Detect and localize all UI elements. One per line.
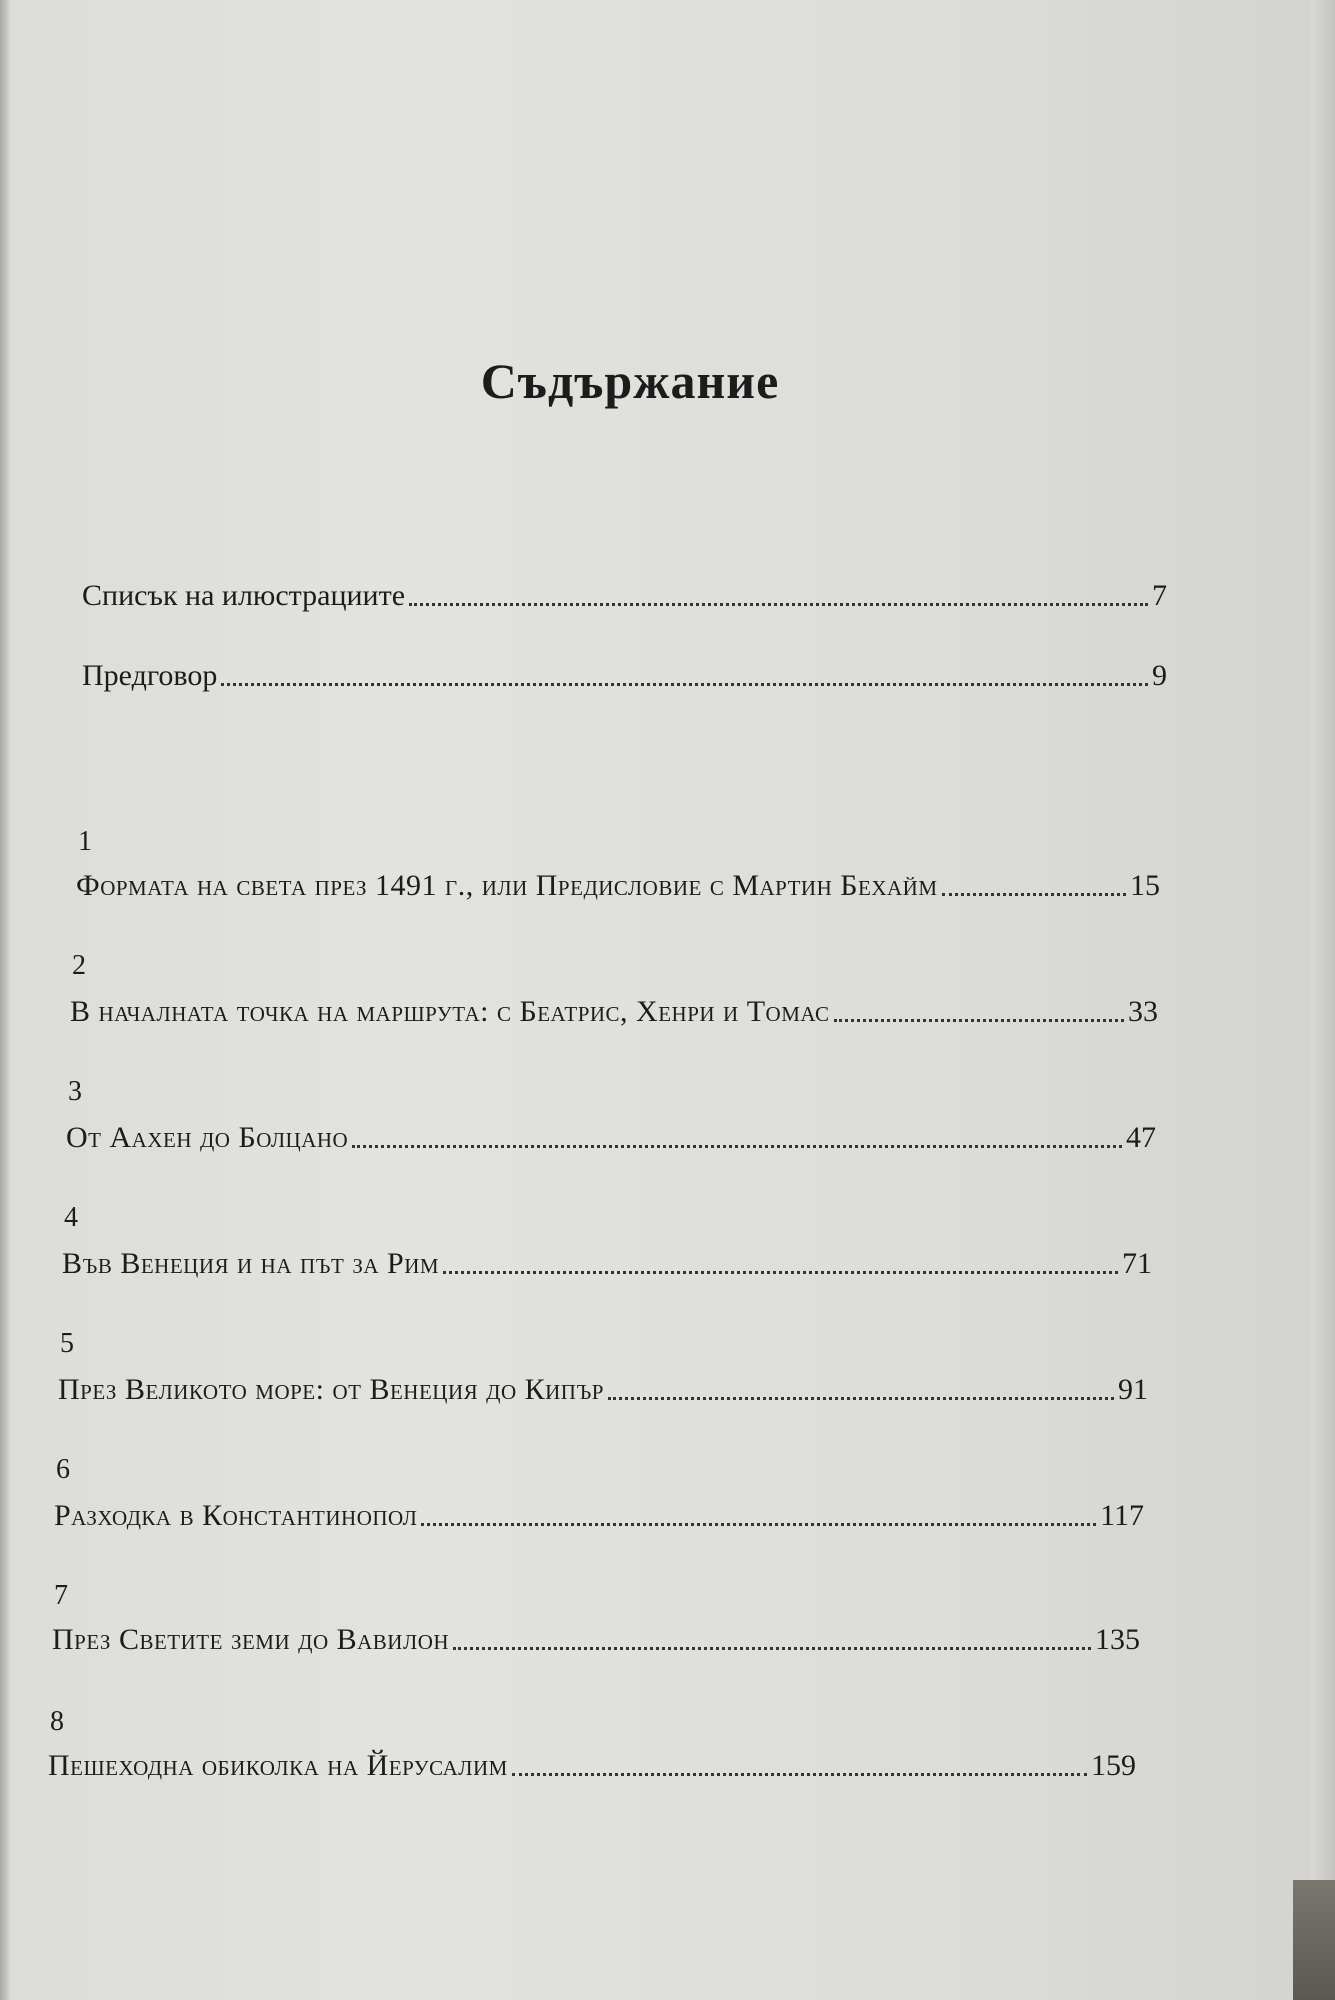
toc-entry-label: От Аахен до Болцано — [66, 1121, 349, 1154]
dot-leader — [453, 1647, 1091, 1650]
toc-entry-page: 71 — [1122, 1247, 1152, 1280]
dot-leader — [512, 1773, 1087, 1776]
chapter-number: 6 — [56, 1454, 70, 1485]
toc-entry-foreword[interactable] — [82, 654, 1167, 698]
toc-entry-chapter-3[interactable] — [66, 1116, 1156, 1160]
toc-entry-label: Формата на света през 1491 г., или Предисловие с Мартин Бехайм — [76, 869, 938, 902]
toc-entry-label: В началната точка на маршрута: с Беатрис, Хенри и Томас — [70, 995, 830, 1028]
toc-entry-label: Във Венеция и на път за Рим — [62, 1247, 440, 1280]
chapter-number: 5 — [60, 1328, 74, 1359]
toc-entry-page: 117 — [1100, 1499, 1144, 1532]
toc-entry-label: Предговор — [82, 659, 218, 692]
chapter-number: 4 — [64, 1202, 78, 1233]
chapter-number: 2 — [72, 950, 86, 981]
dot-leader — [608, 1397, 1114, 1400]
toc-entry-page: 135 — [1095, 1623, 1140, 1656]
chapter-number: 7 — [54, 1580, 68, 1611]
dot-leader — [352, 1145, 1122, 1148]
toc-entry-chapter-1[interactable] — [76, 864, 1160, 908]
dot-leader — [443, 1271, 1118, 1274]
toc-entry-page: 15 — [1130, 869, 1160, 902]
page-left-edge — [0, 0, 10, 2000]
dot-leader — [834, 1019, 1124, 1022]
dot-leader — [221, 683, 1148, 686]
toc-entry-page: 7 — [1152, 579, 1167, 612]
page-right-edge — [1311, 0, 1335, 2000]
toc-entry-page: 9 — [1152, 659, 1167, 692]
toc-entry-label: През Великото море: от Венеция до Кипър — [58, 1373, 604, 1406]
toc-entry-page: 33 — [1128, 995, 1158, 1028]
toc-entry-page: 47 — [1126, 1121, 1156, 1154]
toc-entry-chapter-7[interactable] — [52, 1618, 1140, 1662]
toc-entry-label: През Светите земи до Вавилон — [52, 1623, 450, 1656]
toc-entry-chapter-4[interactable] — [62, 1242, 1152, 1286]
dot-leader — [409, 603, 1148, 606]
toc-title: Съдържание — [480, 353, 780, 409]
toc-entry-chapter-6[interactable] — [54, 1494, 1144, 1538]
toc-entry-chapter-2[interactable] — [70, 990, 1158, 1034]
toc-entry-chapter-5[interactable] — [58, 1368, 1148, 1412]
toc-entry-page: 159 — [1091, 1749, 1136, 1782]
toc-entry-label: Списък на илюстрациите — [82, 579, 406, 612]
background-corner — [1293, 1880, 1335, 2000]
toc-entry-chapter-8[interactable] — [48, 1744, 1136, 1788]
toc-entry-label: Пешеходна обиколка на Йерусалим — [48, 1749, 508, 1782]
chapter-number: 3 — [68, 1076, 82, 1107]
chapter-number: 1 — [78, 826, 92, 857]
dot-leader — [942, 893, 1127, 896]
chapter-number: 8 — [50, 1706, 64, 1737]
toc-entry-page: 91 — [1118, 1373, 1148, 1406]
dot-leader — [421, 1523, 1096, 1526]
toc-entry-label: Разходка в Константинопол — [54, 1499, 418, 1532]
toc-entry-illustrations[interactable] — [82, 574, 1167, 618]
